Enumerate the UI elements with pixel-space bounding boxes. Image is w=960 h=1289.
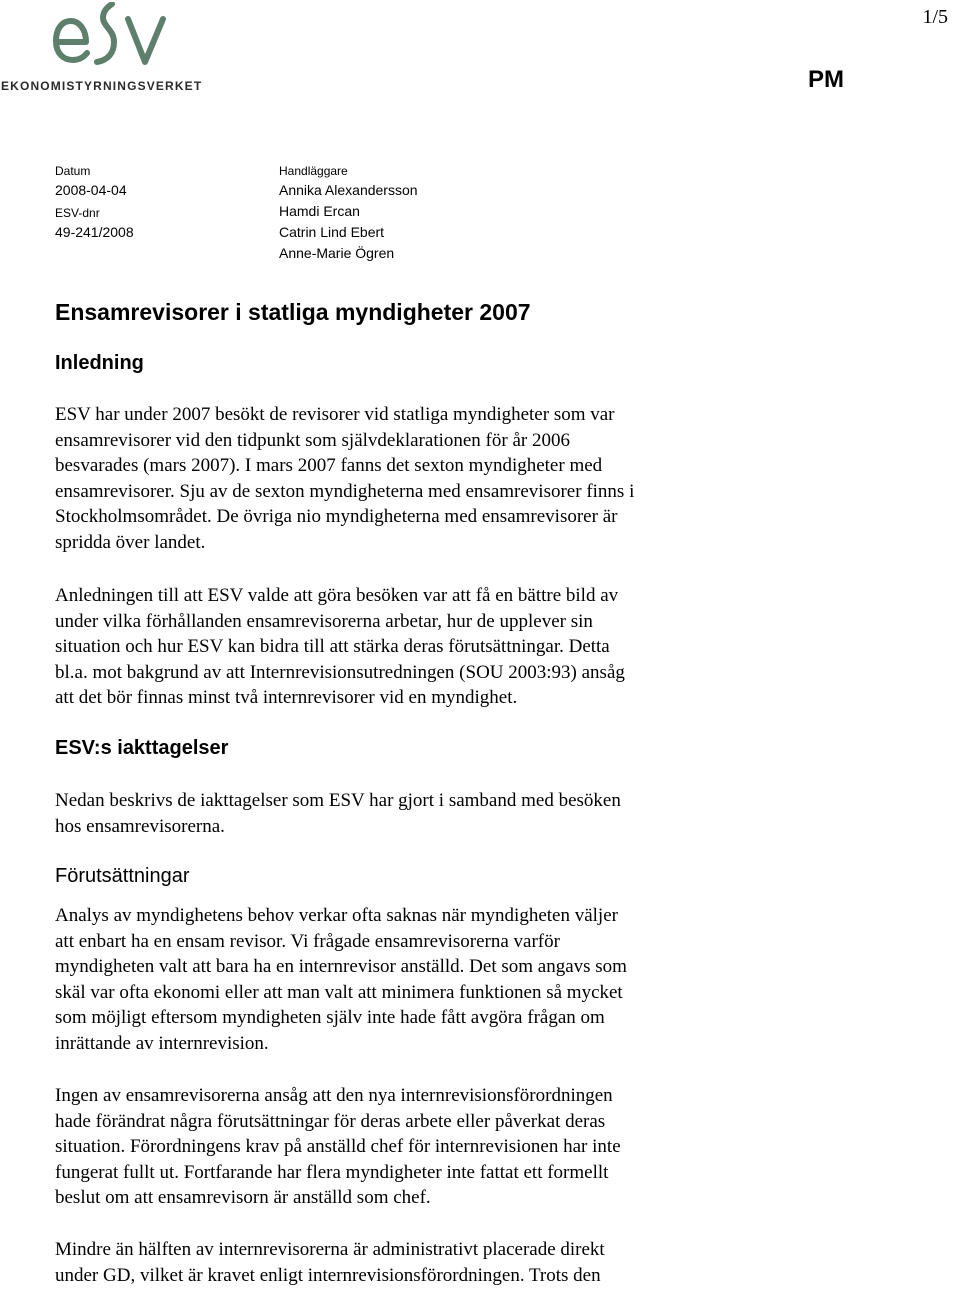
text-line: situation och hur ESV kan bidra till att stärka deras förutsättningar. Detta (55, 636, 610, 658)
text-line: Anledningen till att ESV valde att göra besöken var att få en bättre bild av (55, 585, 619, 606)
paragraph (55, 903, 755, 1057)
heading-forutsattningar: Förutsättningar (55, 865, 190, 887)
handler-name: Anne-Marie Ögren (279, 245, 395, 261)
text-line: Nedan beskrivs de iakttagelser som ESV har gjort i samband med besöken (55, 790, 621, 811)
text-line: Ingen av ensamrevisorerna ansåg att den nya internrevisionsförordningen (55, 1085, 613, 1106)
text-line: Analys av myndighetens behov verkar ofta saknas när myndigheten väljer (55, 905, 618, 926)
text-line: Stockholmsområdet. De övriga nio myndigheterna med ensamrevisorer är (55, 506, 618, 528)
dnr-value: 49-241/2008 (55, 224, 134, 240)
text-line: inrättande av internrevision. (55, 1032, 269, 1054)
date-label: Datum (55, 164, 91, 178)
paragraph (55, 1083, 755, 1211)
document-type: PM (808, 66, 844, 93)
heading-iakttagelser: ESV:s iakttagelser (55, 737, 229, 759)
text-line: att det bör finnas minst två internrevisorer vid en myndighet. (55, 687, 518, 709)
text-line: hade förändrat några förutsättningar för deras arbete eller påverkat deras (55, 1110, 606, 1132)
text-line: att enbart ha en ensam revisor. Vi frågade ensamrevisorerna varför (55, 930, 560, 952)
text-line: beslut om att ensamrevisorn är anställd som chef. (55, 1187, 431, 1209)
text-line: ensamrevisorer. Sju av de sexton myndigheterna med ensamrevisorer finns i (55, 480, 635, 502)
text-line: skäl var ofta ekonomi eller att man valt att minimera funktionen så mycket (55, 981, 623, 1003)
text-line: besvarades (mars 2007). I mars 2007 fanns det sexton myndigheter med (55, 455, 603, 477)
page-number: 1/5 (922, 6, 948, 28)
document-title: Ensamrevisorer i statliga myndigheter 2007 (55, 299, 531, 325)
text-line: fungerat fullt ut. Fortfarande har flera myndigheter inte fattat ett formellt (55, 1161, 609, 1183)
text-line: ensamrevisorer vid den tidpunkt som självdeklarationen för år 2006 (55, 429, 570, 451)
text-line: Mindre än hälften av internrevisorerna är administrativt placerade direkt (55, 1239, 605, 1260)
logo-wordmark: EKONOMISTYRNINGSVERKET (1, 79, 203, 93)
text-line: under vilka förhållanden ensamrevisorerna arbetar, hur de upplever sin (55, 610, 593, 632)
handler-name: Catrin Lind Ebert (279, 224, 385, 240)
paragraph (55, 583, 755, 711)
paragraph (55, 402, 755, 556)
text-line: spridda över landet. (55, 531, 206, 553)
paragraph (55, 788, 755, 839)
text-line: ESV har under 2007 besökt de revisorer vid statliga myndigheter som var (55, 404, 615, 425)
handler-name: Hamdi Ercan (279, 203, 360, 219)
text-line: myndigheten valt att bara ha en internrevisor anställd. Det som angavs som (55, 956, 627, 978)
text-line: hos ensamrevisorerna. (55, 815, 225, 837)
date-value: 2008-04-04 (55, 182, 127, 198)
text-line: situation. Förordningens krav på anställd chef för internrevisionen har inte (55, 1136, 621, 1158)
esv-logo (0, 0, 220, 100)
heading-inledning: Inledning (55, 352, 144, 374)
handler-label: Handläggare (279, 164, 348, 178)
paragraph (55, 1237, 755, 1288)
text-line: som möjligt eftersom myndigheten själv inte hade fått avgöra frågan om (55, 1007, 605, 1029)
esv-logo-mark (50, 2, 172, 72)
dnr-label: ESV-dnr (55, 206, 100, 220)
text-line: under GD, vilket är kravet enligt internrevisionsförordningen. Trots den (55, 1264, 601, 1286)
text-line: bl.a. mot bakgrund av att Internrevisionsutredningen (SOU 2003:93) ansåg (55, 661, 625, 683)
handler-name: Annika Alexandersson (279, 182, 418, 198)
